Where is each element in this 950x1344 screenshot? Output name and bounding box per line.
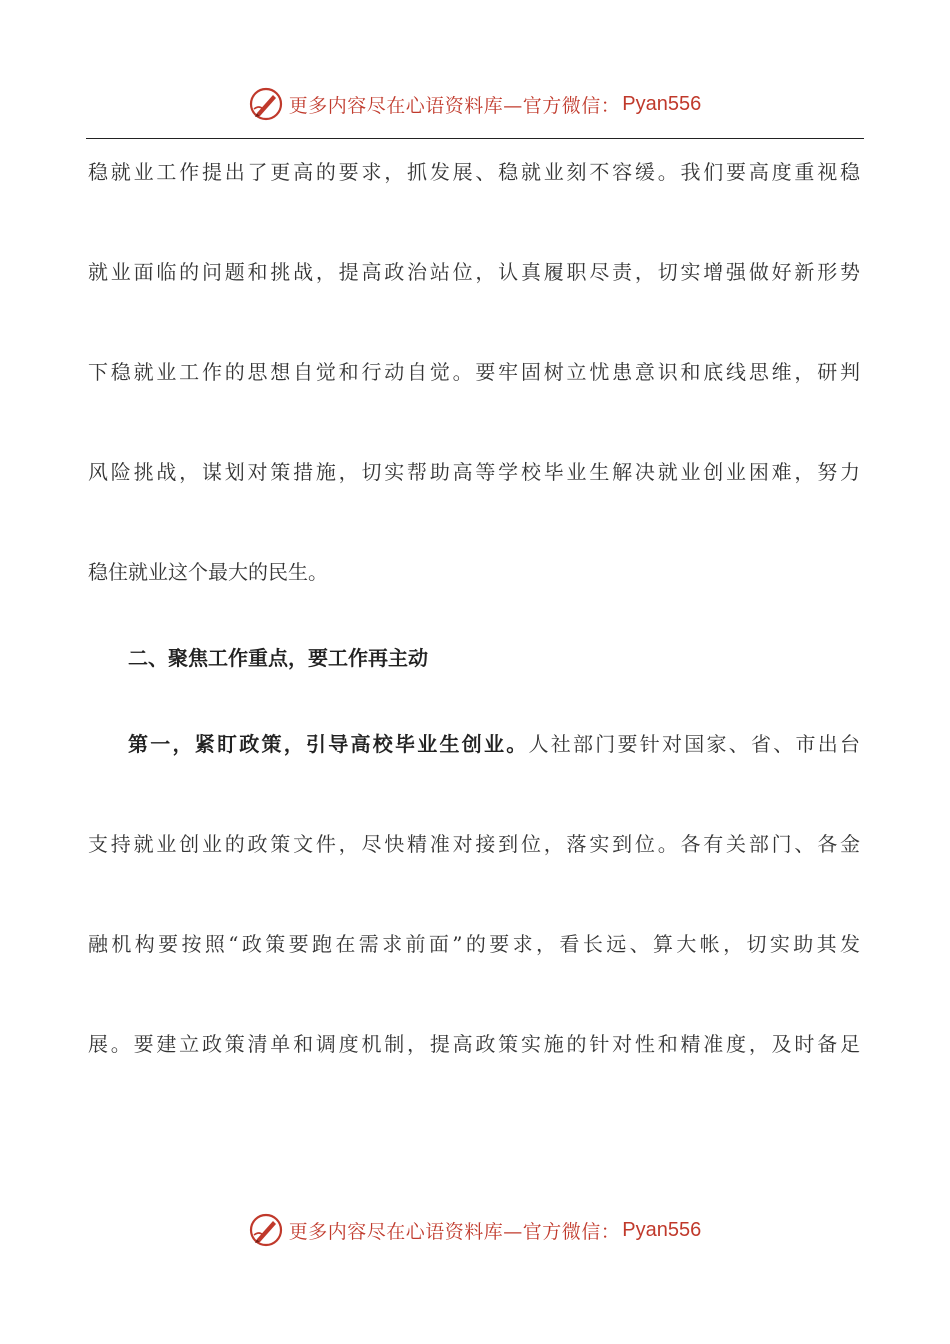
page-header-banner: [0, 82, 950, 126]
paragraph-line: 下稳就业工作的思想自觉和行动自觉。要牢固树立忧患意识和底线思维，研判: [88, 360, 860, 384]
paragraph-line: 支持就业创业的政策文件，尽快精准对接到位，落实到位。各有关部门、各金: [88, 832, 860, 856]
page-footer-banner: [0, 1208, 950, 1252]
section-heading: 二、聚焦工作重点，要工作再主动: [128, 646, 428, 670]
paragraph-lead-rest: 人社部门要针对国家、省、市出台: [528, 732, 860, 756]
paragraph-line: 展。要建立政策清单和调度机制，提高政策实施的针对性和精准度，及时备足: [88, 1032, 860, 1056]
pen-logo-icon: [249, 1213, 283, 1247]
pen-logo-icon: [249, 87, 283, 121]
paragraph-line: 就业面临的问题和挑战，提高政治站位，认真履职尽责，切实增强做好新形势: [88, 260, 860, 284]
paragraph-first-line: [88, 724, 860, 764]
paragraph-line: 融机构要按照“政策要跑在需求前面”的要求，看长远、算大帐，切实助其发: [88, 932, 860, 956]
paragraph-lead: 第一，紧盯政策，引导高校毕业生创业。: [128, 732, 529, 756]
paragraph-line: 稳住就业这个最大的民生。: [88, 560, 328, 584]
header-wechat-id: Pyan556: [622, 92, 702, 115]
header-divider: [86, 138, 864, 139]
header-banner-text: 更多内容尽在心语资料库—官方微信：: [288, 94, 621, 117]
footer-banner-text: 更多内容尽在心语资料库—官方微信：: [288, 1220, 621, 1243]
paragraph-line: 风险挑战，谋划对策措施，切实帮助高等学校毕业生解决就业创业困难，努力: [88, 460, 860, 484]
document-body: [88, 152, 860, 1064]
footer-wechat-id: Pyan556: [622, 1218, 702, 1241]
paragraph-line: 稳就业工作提出了更高的要求，抓发展、稳就业刻不容缓。我们要高度重视稳: [88, 160, 860, 184]
